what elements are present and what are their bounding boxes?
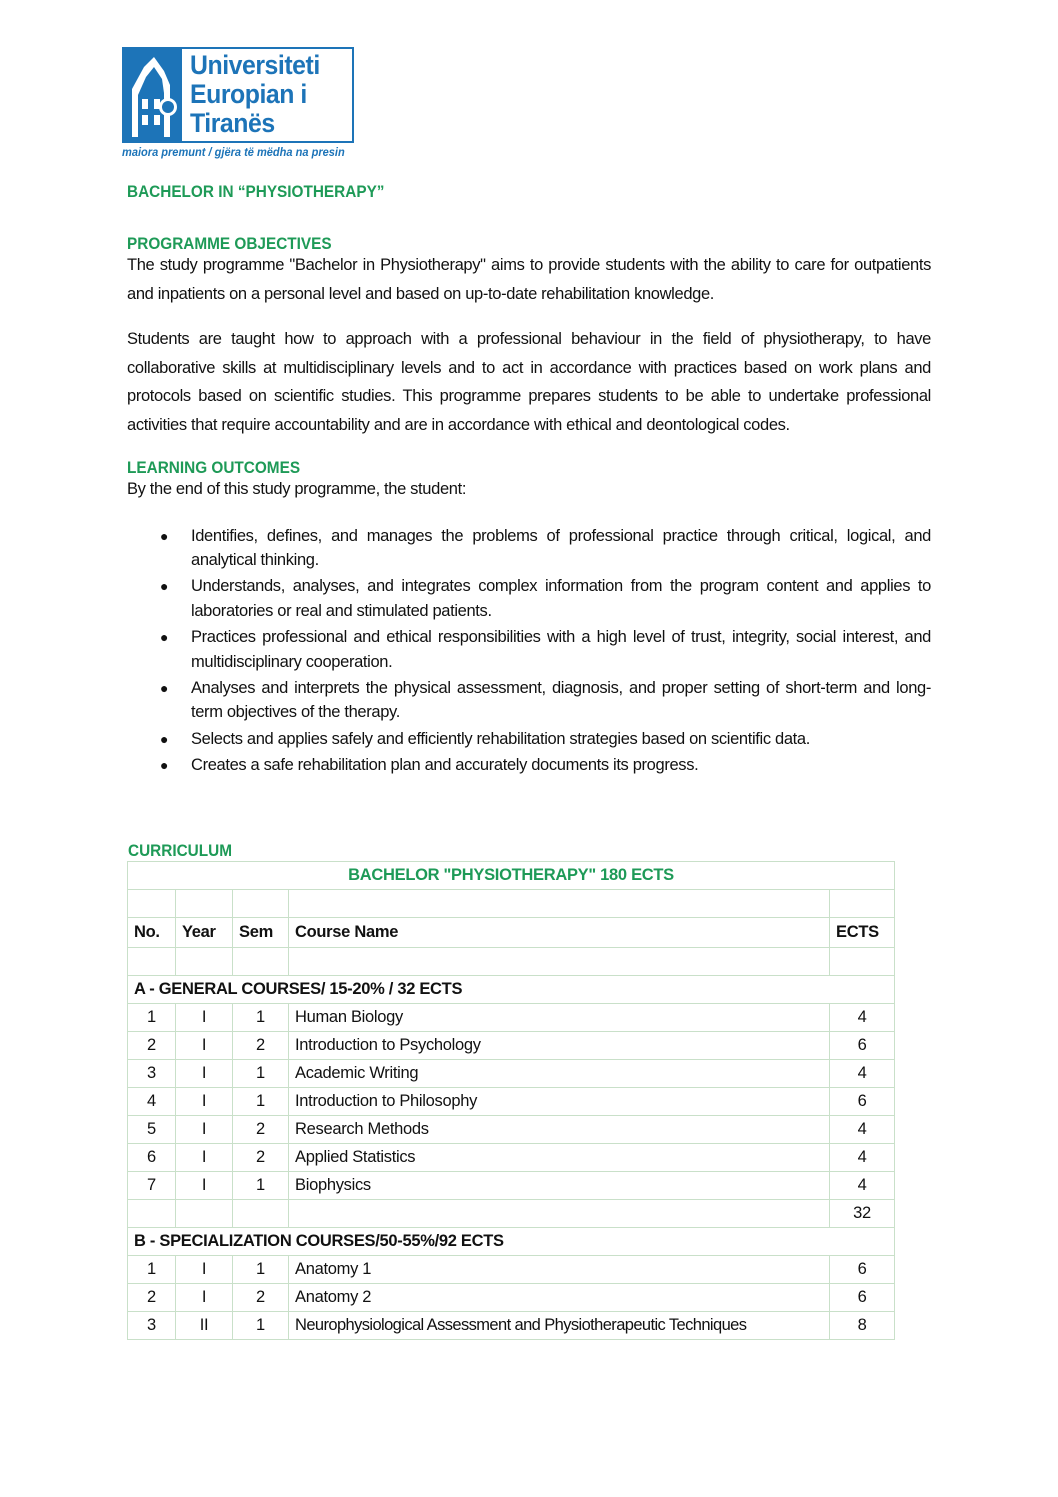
column-header: No. (128, 918, 176, 948)
university-logo (122, 47, 358, 159)
logo-line-1: Universiteti (190, 50, 320, 80)
table-row: 2 I 2 Anatomy 2 6 (128, 1284, 895, 1312)
table-row: 3 I 1 Academic Writing 4 (128, 1060, 895, 1088)
list-item: ● Creates a safe rehabilitation plan and accurately documents its progress. (127, 753, 931, 778)
column-header: Year (176, 918, 233, 948)
section-a-total-row (128, 1200, 895, 1228)
section-a-row (128, 976, 895, 1004)
outcomes-heading: LEARNING OUTCOMES (127, 459, 301, 477)
curriculum-table (127, 861, 895, 1340)
objectives-paragraph-1: The study programme "Bachelor in Physiotherapy" aims to provide students with the ability to care for outpatients and inpatients on a personal level and based on up-to-date rehabilitation knowledge. (127, 256, 931, 303)
logo-motto: maiora premunt / gjëra të mëdha na presin (122, 145, 345, 159)
list-item: ● Selects and applies safely and efficiently rehabilitation strategies based on scientific data. (127, 727, 931, 752)
table-row: 6 I 2 Applied Statistics 4 (128, 1144, 895, 1172)
column-header: Course Name (289, 918, 830, 948)
curriculum-heading: CURRICULUM (128, 842, 233, 860)
table-row: 3 II 1 Neurophysiological Assessment and Physiotherapeutic Techniques 8 (128, 1312, 895, 1340)
objectives-paragraph-2: Students are taught how to approach with a professional behaviour in the field of physiotherapy, to have collaborative skills at multidisciplinary levels and to act in accordance with practices based on work plans and protocols based on scientific studies. This programme prepares students to be able to undertake professional activities that require accountability and are in accordance with ethical and deontological codes. (127, 330, 931, 434)
bullet-icon: ● (160, 679, 169, 696)
section-title: B - SPECIALIZATION COURSES/50-55%/92 ECTS (128, 1228, 895, 1256)
bullet-icon: ● (160, 629, 169, 646)
section-b-row (128, 1228, 895, 1256)
bullet-icon: ● (160, 756, 169, 773)
document-body (127, 181, 931, 779)
objectives-heading: PROGRAMME OBJECTIVES (127, 235, 332, 253)
section-title: A - GENERAL COURSES/ 15-20% / 32 ECTS (128, 976, 895, 1004)
document-title: BACHELOR IN “PHYSIOTHERAPY” (127, 183, 385, 201)
outcomes-list (127, 524, 931, 778)
outcomes-intro: By the end of this study programme, the student: (127, 480, 467, 498)
table-title: BACHELOR "PHYSIOTHERAPY" 180 ECTS (128, 862, 895, 890)
bullet-icon: ● (160, 730, 169, 747)
building-emblem-icon (124, 49, 182, 141)
table-row: 5 I 2 Research Methods 4 (128, 1116, 895, 1144)
logo-line-2: Europian i (190, 79, 307, 109)
bullet-icon: ● (160, 578, 169, 595)
column-header: Sem (233, 918, 289, 948)
table-row: 1 I 1 Human Biology 4 (128, 1004, 895, 1032)
section-a-total: 32 (830, 1200, 895, 1228)
list-item: ● Analyses and interprets the physical assessment, diagnosis, and proper setting of short-term and long-term objectives of the therapy. (127, 676, 931, 725)
table-row: 4 I 1 Introduction to Philosophy 6 (128, 1088, 895, 1116)
bullet-icon: ● (160, 527, 169, 544)
logo-wordmark (190, 51, 339, 138)
list-item: ● Practices professional and ethical responsibilities with a high level of trust, integrity, social interest, and multidisciplinary cooperation. (127, 625, 931, 674)
table-header-row (128, 918, 895, 948)
column-header: ECTS (830, 918, 895, 948)
table-row: 2 I 2 Introduction to Psychology 6 (128, 1032, 895, 1060)
logo-line-3: Tiranës (190, 108, 275, 138)
list-item: ● Understands, analyses, and integrates complex information from the program content and applies to laboratories or real and stimulated patients. (127, 574, 931, 623)
table-row: 1 I 1 Anatomy 1 6 (128, 1256, 895, 1284)
table-row: 7 I 1 Biophysics 4 (128, 1172, 895, 1200)
list-item: ● Identifies, defines, and manages the problems of professional practice through critical, logical, and analytical thinking. (127, 524, 931, 573)
